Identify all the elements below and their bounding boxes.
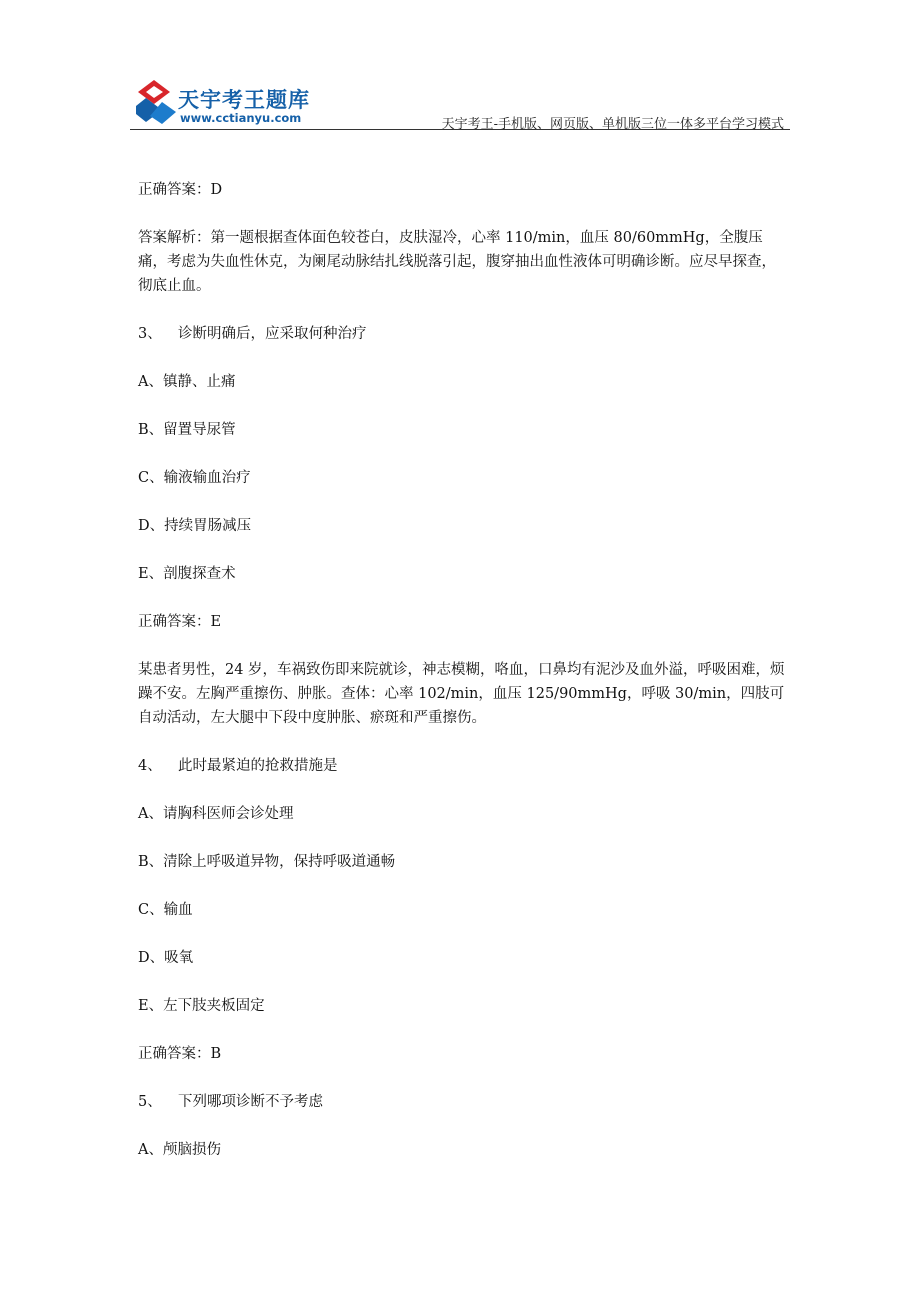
question-text: 诊断明确后，应采取何种治疗 bbox=[178, 326, 367, 342]
case-description: 某患者男性，24 岁，车祸致伤即来院就诊，神志模糊，咯血，口鼻均有泥沙及血外溢，呼吸困难，烦躁不安。左胸严重擦伤、肿胀。查体：心率 102/min，血压 125/90mmHg，呼吸 30/min，四肢可自动活动，左大腿中下段中度肿胀、瘀斑和严重擦伤。 bbox=[138, 662, 785, 726]
correct-answer: 正确答案：E bbox=[138, 614, 222, 630]
option: C、输血 bbox=[138, 902, 193, 918]
question-text: 此时最紧迫的抢救措施是 bbox=[178, 758, 338, 774]
option: A、请胸科医师会诊处理 bbox=[138, 806, 294, 822]
answer-analysis: 答案解析：第一题根据查体面色较苍白，皮肤湿冷，心率 110/min，血压 80/60mmHg，全腹压痛，考虑为失血性休克，为阑尾动脉结扎线脱落引起，腹穿抽出血性液体可明确诊断。应尽早探查，彻底止血。 bbox=[138, 230, 776, 294]
brand-url[interactable]: www.cctianyu.com bbox=[180, 111, 302, 125]
question-number: 3、 bbox=[138, 326, 162, 342]
option: A、镇静、止痛 bbox=[138, 374, 236, 390]
header-divider bbox=[130, 129, 790, 130]
correct-answer: 正确答案：B bbox=[138, 1046, 222, 1062]
question bbox=[138, 1090, 790, 1114]
option: B、留置导尿管 bbox=[138, 422, 236, 438]
option: E、剖腹探查术 bbox=[138, 566, 236, 582]
option: B、清除上呼吸道异物，保持呼吸道通畅 bbox=[138, 854, 396, 870]
question bbox=[138, 754, 790, 778]
correct-answer: 正确答案：D bbox=[138, 182, 223, 198]
question-text: 下列哪项诊断不予考虑 bbox=[178, 1094, 323, 1110]
brand-name: 天宇考王题库 bbox=[178, 88, 310, 112]
question bbox=[138, 322, 790, 346]
question-number: 5、 bbox=[138, 1094, 162, 1110]
header-slogan: 天宇考王-手机版、网页版、单机版三位一体多平台学习模式 bbox=[441, 117, 784, 132]
option: D、持续胃肠减压 bbox=[138, 518, 252, 534]
option: C、输液输血治疗 bbox=[138, 470, 251, 486]
option: A、颅脑损伤 bbox=[138, 1142, 221, 1158]
option: E、左下肢夹板固定 bbox=[138, 998, 265, 1014]
question-number: 4、 bbox=[138, 758, 162, 774]
option: D、吸氧 bbox=[138, 950, 194, 966]
document-body bbox=[138, 178, 790, 1186]
page-header bbox=[130, 70, 790, 132]
